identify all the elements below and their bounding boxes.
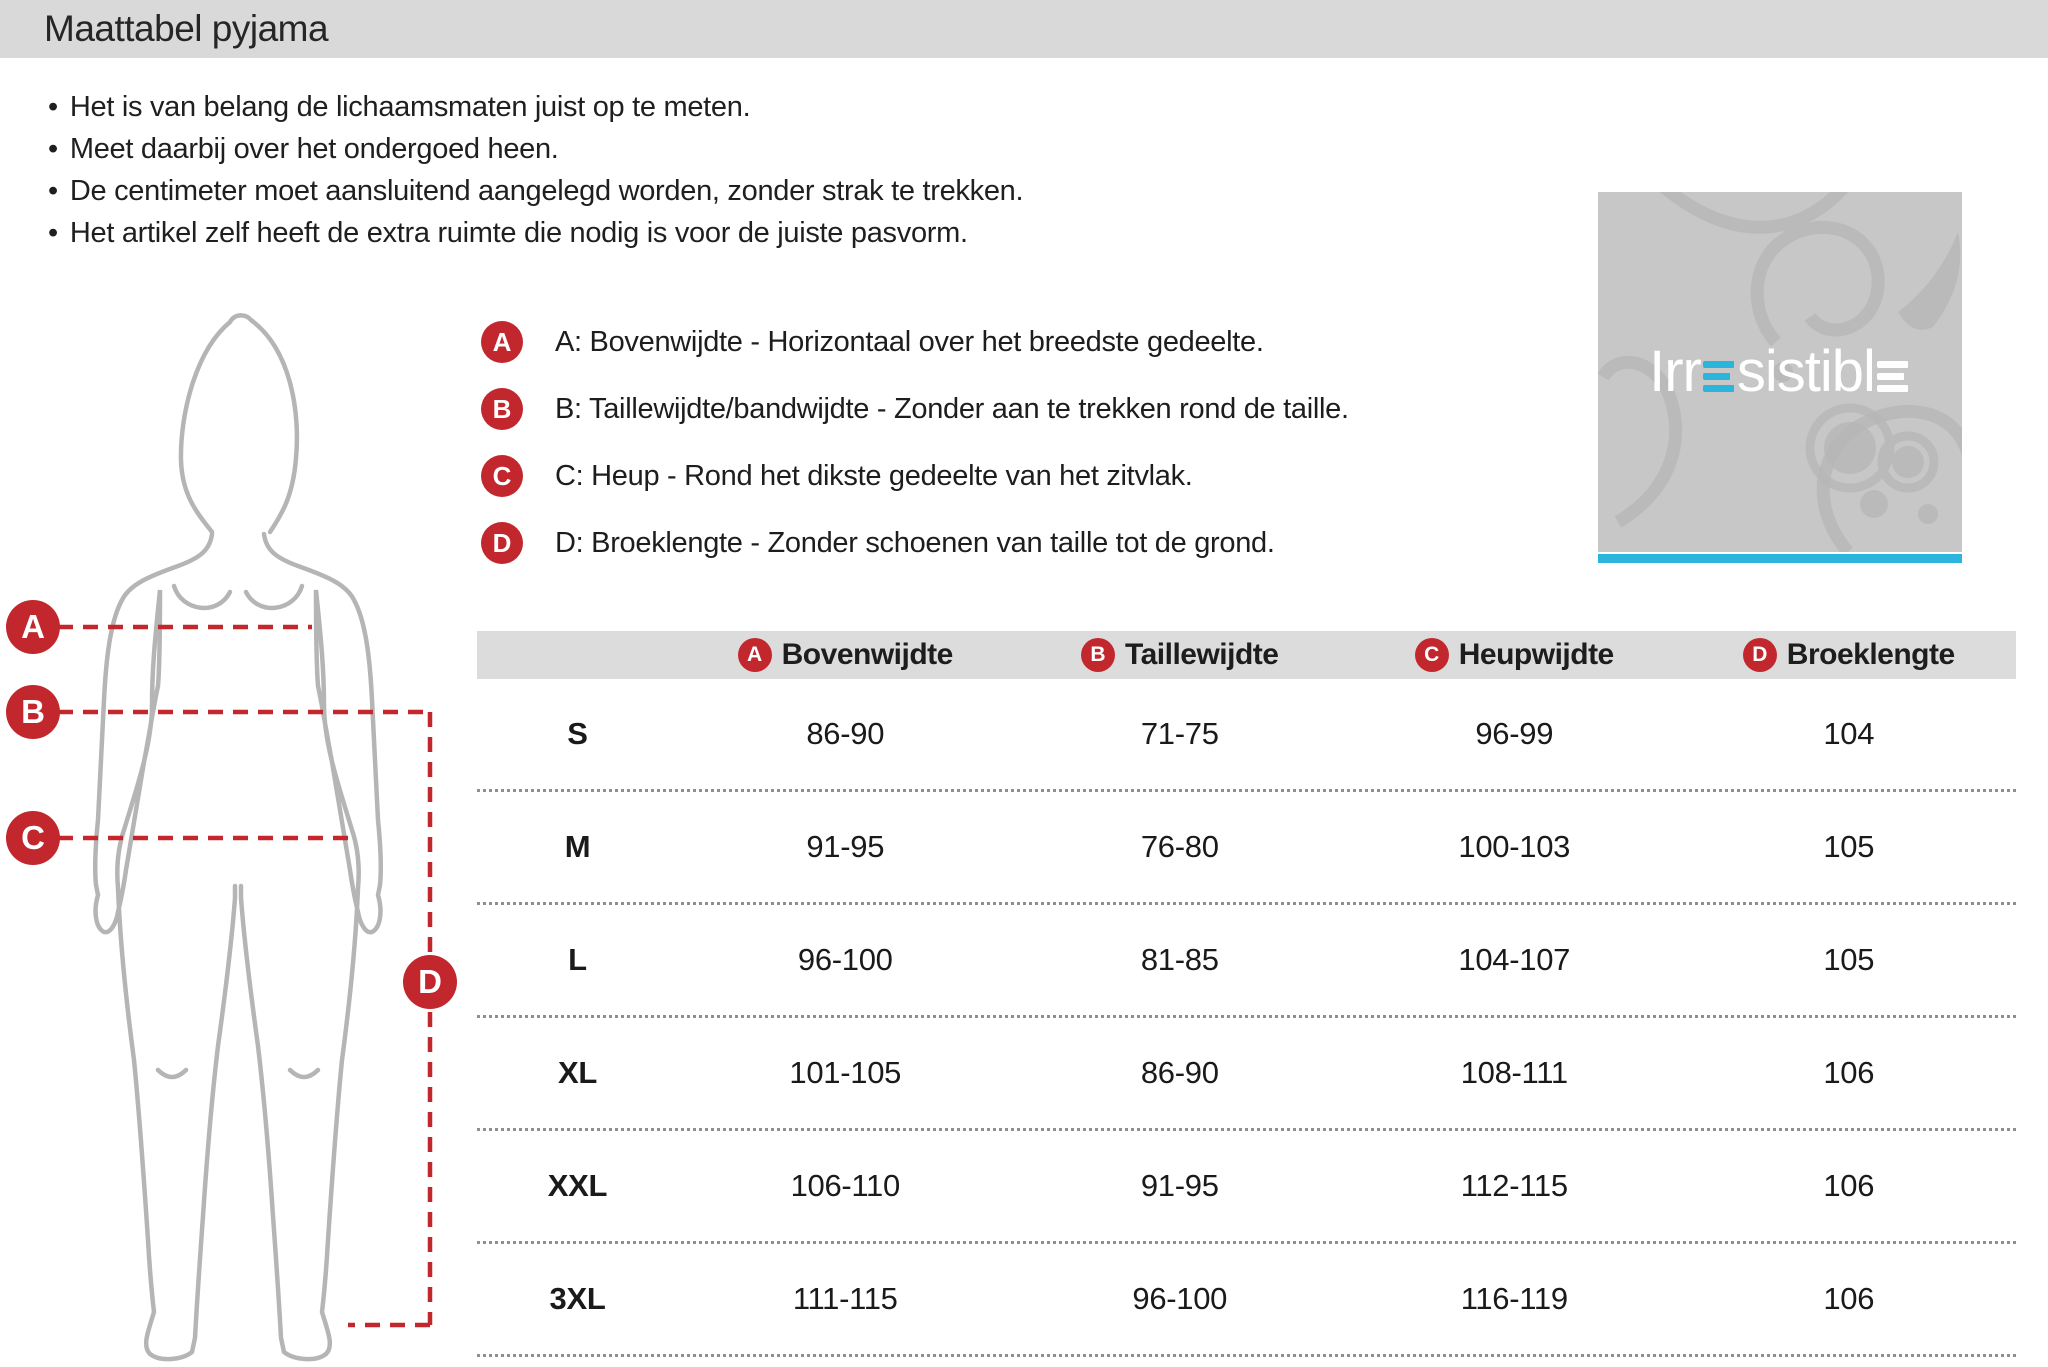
legend-text-a: A: Bovenwijdte - Horizontaal over het breedste gedeelte.	[555, 325, 1264, 358]
value-cell: 96-99	[1475, 716, 1554, 751]
instruction-text: Het is van belang de lichaamsmaten juist op te meten.	[69, 91, 751, 123]
bullet-icon: •	[48, 217, 58, 249]
value-cell: 112-115	[1460, 1168, 1568, 1203]
value-cell: 104-107	[1458, 942, 1571, 977]
wordmark-middle: sistibl	[1736, 339, 1875, 404]
measure-badge-a: A	[6, 600, 60, 654]
legend-badge-b: B	[481, 388, 523, 430]
wordmark-prefix: Irr	[1649, 339, 1701, 404]
value-cell: 105	[1823, 942, 1875, 977]
size-label: L	[568, 942, 587, 977]
stylized-e-icon	[1877, 361, 1908, 392]
value-cell: 106-110	[790, 1168, 900, 1203]
value-cell: 105	[1823, 829, 1875, 864]
value-cell: 108-111	[1460, 1055, 1568, 1090]
value-cell: 116-119	[1460, 1281, 1568, 1316]
instruction-item	[48, 86, 1023, 128]
table-row-l	[477, 905, 2016, 1018]
column-header-taillewijdte: B Taillewijdte	[1013, 638, 1348, 672]
page-title: Maattabel pyjama	[44, 8, 329, 49]
column-header-heupwijdte: C Heupwijdte	[1347, 638, 1682, 672]
legend-text-d: D: Broeklengte - Zonder schoenen van taille tot de grond.	[555, 526, 1275, 559]
instruction-item	[48, 212, 1023, 254]
measure-badge-b: B	[6, 685, 60, 739]
brand-logo	[1598, 192, 1962, 552]
value-cell: 86-90	[1140, 1055, 1219, 1090]
value-cell: 76-80	[1140, 829, 1219, 864]
table-row-m	[477, 792, 2016, 905]
size-table	[477, 631, 2016, 1357]
legend-text-c: C: Heup - Rond het dikste gedeelte van het zitvlak.	[555, 459, 1193, 492]
title-bar	[0, 0, 2048, 58]
value-cell: 71-75	[1140, 716, 1219, 751]
instruction-list	[48, 86, 1023, 254]
value-cell: 106	[1823, 1055, 1875, 1090]
legend-row-a	[481, 321, 1349, 363]
value-cell: 91-95	[806, 829, 885, 864]
instruction-text: Het artikel zelf heeft de extra ruimte die nodig is voor de juiste pasvorm.	[69, 217, 968, 249]
instruction-item	[48, 170, 1023, 212]
legend-text-b: B: Taillewijdte/bandwijdte - Zonder aan te trekken rond de taille.	[555, 392, 1349, 425]
bullet-icon: •	[48, 175, 58, 207]
value-cell: 104	[1823, 716, 1875, 751]
size-table-header	[477, 631, 2016, 679]
instruction-text: De centimeter moet aansluitend aangelegd worden, zonder strak te trekken.	[69, 175, 1024, 207]
instruction-text: Meet daarbij over het ondergoed heen.	[69, 133, 559, 165]
value-cell: 106	[1823, 1281, 1875, 1316]
legend-row-b	[481, 388, 1349, 430]
legend-row-d	[481, 522, 1349, 564]
table-row-xxl	[477, 1131, 2016, 1244]
measure-badge-d: D	[403, 955, 457, 1009]
value-cell: 106	[1823, 1168, 1875, 1203]
stylized-e-icon	[1703, 361, 1734, 392]
logo-accent-bar	[1598, 554, 1962, 563]
legend-row-c	[481, 455, 1349, 497]
measure-badge-c: C	[6, 811, 60, 865]
size-label: S	[567, 716, 588, 751]
column-header-bovenwijdte: A Bovenwijdte	[678, 638, 1013, 672]
instruction-item	[48, 128, 1023, 170]
column-badge-a: A	[738, 638, 772, 672]
legend-badge-a: A	[481, 321, 523, 363]
table-row-xl	[477, 1018, 2016, 1131]
bullet-icon: •	[48, 133, 58, 165]
body-silhouette-diagram	[0, 300, 470, 1367]
bullet-icon: •	[48, 91, 58, 123]
size-label: XL	[557, 1055, 597, 1090]
value-cell: 100-103	[1458, 829, 1571, 864]
size-label: 3XL	[549, 1281, 606, 1316]
size-label: M	[564, 829, 591, 864]
column-header-broeklengte: D Broeklengte	[1682, 638, 2017, 672]
value-cell: 86-90	[806, 716, 885, 751]
brand-wordmark	[1598, 339, 1962, 404]
value-cell: 96-100	[797, 942, 893, 977]
value-cell: 101-105	[789, 1055, 902, 1090]
table-row-s	[477, 679, 2016, 792]
legend-badge-c: C	[481, 455, 523, 497]
column-badge-d: D	[1743, 638, 1777, 672]
size-label: XXL	[547, 1168, 608, 1203]
column-badge-c: C	[1415, 638, 1449, 672]
column-badge-b: B	[1081, 638, 1115, 672]
table-row-3xl	[477, 1244, 2016, 1357]
value-cell: 111-115	[792, 1281, 898, 1316]
legend-badge-d: D	[481, 522, 523, 564]
measurement-legend	[481, 321, 1349, 564]
value-cell: 91-95	[1140, 1168, 1219, 1203]
value-cell: 96-100	[1132, 1281, 1228, 1316]
value-cell: 81-85	[1140, 942, 1219, 977]
